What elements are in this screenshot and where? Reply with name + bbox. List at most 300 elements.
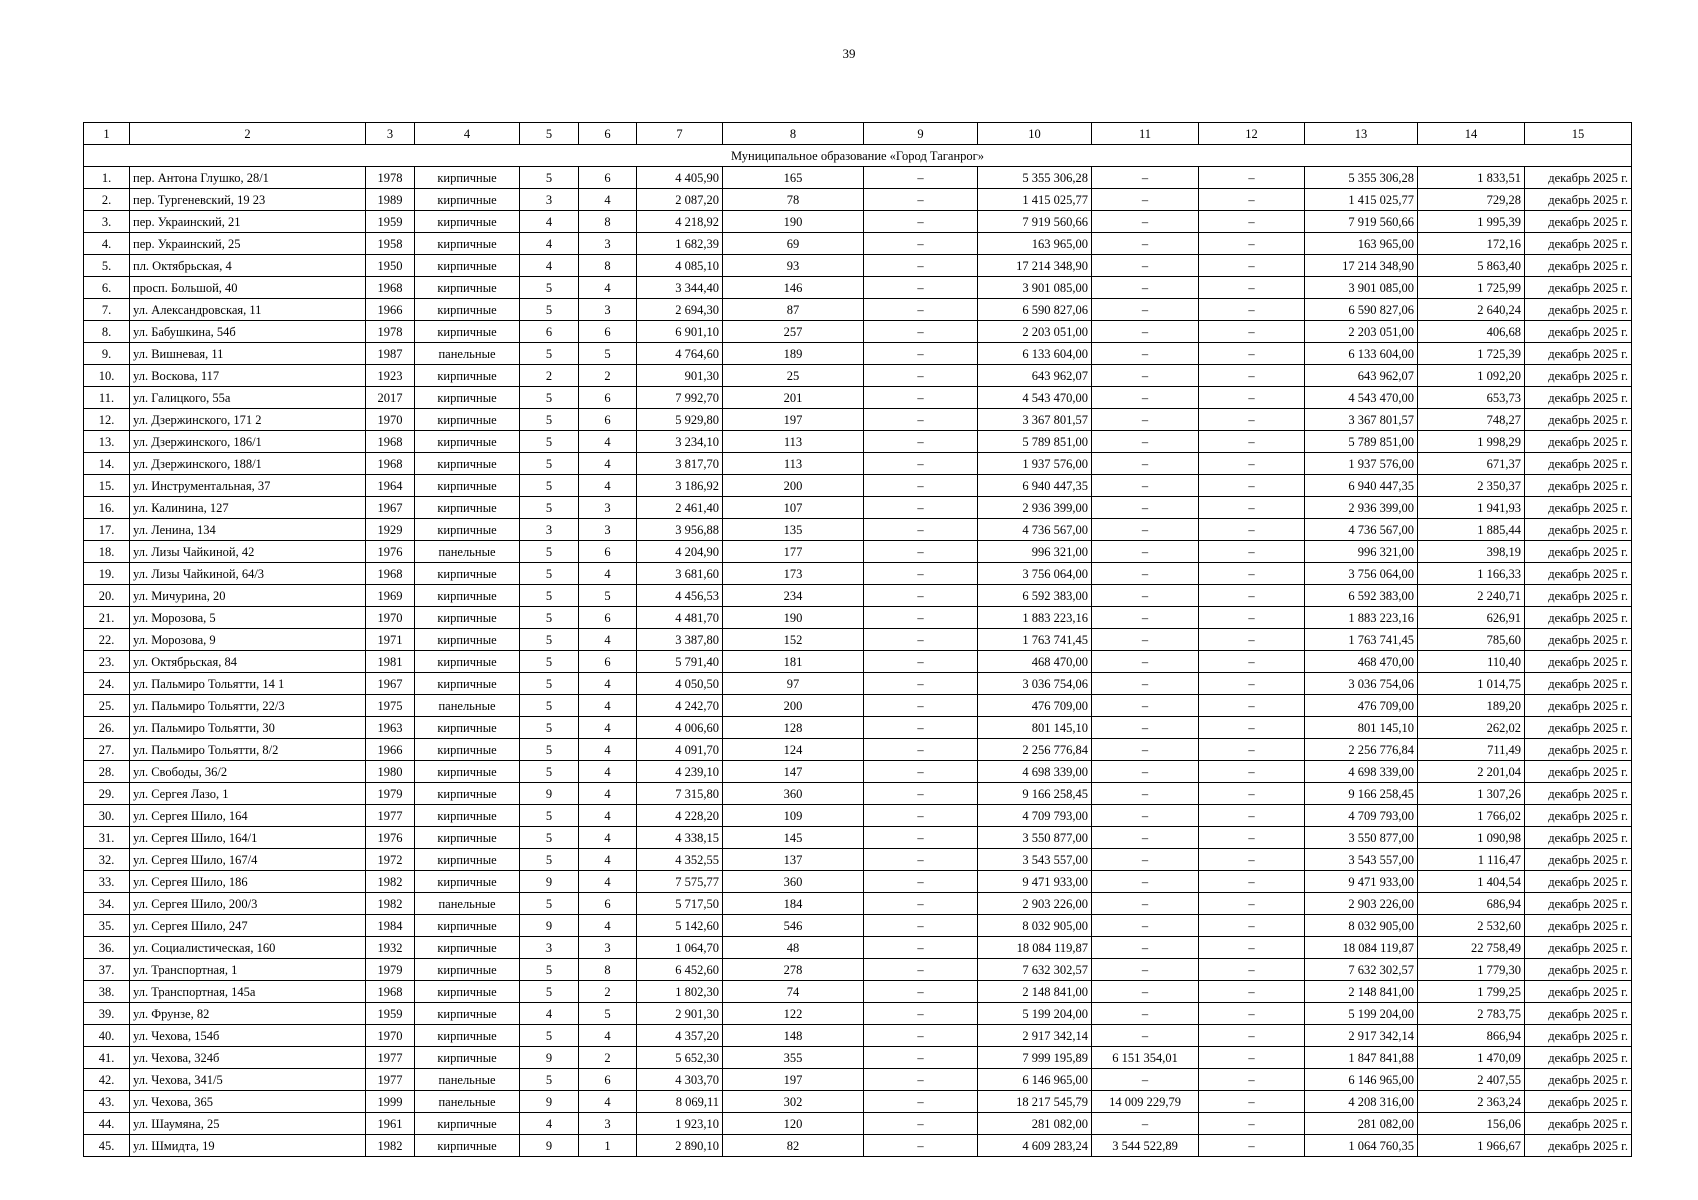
col-9-value: – bbox=[864, 563, 978, 585]
page-number: 39 bbox=[842, 46, 856, 61]
entrances: 4 bbox=[579, 1091, 637, 1113]
area: 4 352,55 bbox=[637, 849, 723, 871]
col-11-value: – bbox=[1092, 1025, 1199, 1047]
col-14-value: 1 966,67 bbox=[1418, 1135, 1525, 1157]
col-14-value: 785,60 bbox=[1418, 629, 1525, 651]
entrances: 4 bbox=[579, 849, 637, 871]
address: ул. Дзержинского, 186/1 bbox=[130, 431, 366, 453]
total-cost: 9 471 933,00 bbox=[978, 871, 1092, 893]
col-11-value: – bbox=[1092, 805, 1199, 827]
col-11-value: – bbox=[1092, 783, 1199, 805]
residents: 124 bbox=[723, 739, 864, 761]
completion-date: декабрь 2025 г. bbox=[1525, 959, 1632, 981]
col-header: 9 bbox=[864, 123, 978, 145]
col-12-value: – bbox=[1199, 981, 1305, 1003]
residents: 190 bbox=[723, 211, 864, 233]
row-number: 16. bbox=[84, 497, 130, 519]
col-9-value: – bbox=[864, 695, 978, 717]
col-12-value: – bbox=[1199, 277, 1305, 299]
completion-date: декабрь 2025 г. bbox=[1525, 937, 1632, 959]
col-13-value: 2 203 051,00 bbox=[1305, 321, 1418, 343]
col-13-value: 8 032 905,00 bbox=[1305, 915, 1418, 937]
col-11-value: – bbox=[1092, 343, 1199, 365]
floors: 5 bbox=[520, 431, 579, 453]
residents: 257 bbox=[723, 321, 864, 343]
year-built: 1970 bbox=[366, 607, 415, 629]
row-number: 21. bbox=[84, 607, 130, 629]
col-13-value: 9 166 258,45 bbox=[1305, 783, 1418, 805]
entrances: 6 bbox=[579, 541, 637, 563]
area: 7 992,70 bbox=[637, 387, 723, 409]
row-number: 4. bbox=[84, 233, 130, 255]
col-14-value: 1 998,29 bbox=[1418, 431, 1525, 453]
wall-material: панельные bbox=[415, 695, 520, 717]
table-row bbox=[84, 849, 1632, 871]
year-built: 1959 bbox=[366, 211, 415, 233]
completion-date: декабрь 2025 г. bbox=[1525, 299, 1632, 321]
row-number: 5. bbox=[84, 255, 130, 277]
floors: 3 bbox=[520, 937, 579, 959]
row-number: 38. bbox=[84, 981, 130, 1003]
col-14-value: 626,91 bbox=[1418, 607, 1525, 629]
col-13-value: 3 756 064,00 bbox=[1305, 563, 1418, 585]
residents: 546 bbox=[723, 915, 864, 937]
completion-date: декабрь 2025 г. bbox=[1525, 1135, 1632, 1157]
completion-date: декабрь 2025 г. bbox=[1525, 563, 1632, 585]
col-12-value: – bbox=[1199, 255, 1305, 277]
completion-date: декабрь 2025 г. bbox=[1525, 321, 1632, 343]
entrances: 4 bbox=[579, 761, 637, 783]
col-11-value: – bbox=[1092, 717, 1199, 739]
residents: 82 bbox=[723, 1135, 864, 1157]
completion-date: декабрь 2025 г. bbox=[1525, 189, 1632, 211]
floors: 9 bbox=[520, 1091, 579, 1113]
col-11-value: – bbox=[1092, 893, 1199, 915]
total-cost: 2 256 776,84 bbox=[978, 739, 1092, 761]
year-built: 1982 bbox=[366, 871, 415, 893]
col-11-value: – bbox=[1092, 871, 1199, 893]
total-cost: 2 917 342,14 bbox=[978, 1025, 1092, 1047]
col-12-value: – bbox=[1199, 321, 1305, 343]
col-12-value: – bbox=[1199, 453, 1305, 475]
table-row bbox=[84, 805, 1632, 827]
floors: 5 bbox=[520, 475, 579, 497]
floors: 9 bbox=[520, 1135, 579, 1157]
wall-material: кирпичные bbox=[415, 959, 520, 981]
year-built: 1959 bbox=[366, 1003, 415, 1025]
year-built: 1978 bbox=[366, 321, 415, 343]
col-14-value: 110,40 bbox=[1418, 651, 1525, 673]
col-9-value: – bbox=[864, 255, 978, 277]
completion-date: декабрь 2025 г. bbox=[1525, 365, 1632, 387]
floors: 6 bbox=[520, 321, 579, 343]
entrances: 4 bbox=[579, 189, 637, 211]
completion-date: декабрь 2025 г. bbox=[1525, 409, 1632, 431]
wall-material: кирпичные bbox=[415, 211, 520, 233]
table-row bbox=[84, 233, 1632, 255]
row-number: 10. bbox=[84, 365, 130, 387]
entrances: 6 bbox=[579, 321, 637, 343]
year-built: 1970 bbox=[366, 1025, 415, 1047]
wall-material: кирпичные bbox=[415, 167, 520, 189]
row-number: 7. bbox=[84, 299, 130, 321]
address: ул. Октябрьская, 84 bbox=[130, 651, 366, 673]
col-13-value: 1 763 741,45 bbox=[1305, 629, 1418, 651]
col-12-value: – bbox=[1199, 519, 1305, 541]
address: ул. Вишневая, 11 bbox=[130, 343, 366, 365]
address: ул. Сергея Лазо, 1 bbox=[130, 783, 366, 805]
address: ул. Чехова, 365 bbox=[130, 1091, 366, 1113]
col-12-value: – bbox=[1199, 541, 1305, 563]
total-cost: 1 883 223,16 bbox=[978, 607, 1092, 629]
total-cost: 18 084 119,87 bbox=[978, 937, 1092, 959]
residents: 135 bbox=[723, 519, 864, 541]
col-13-value: 476 709,00 bbox=[1305, 695, 1418, 717]
address: ул. Ленина, 134 bbox=[130, 519, 366, 541]
col-13-value: 6 146 965,00 bbox=[1305, 1069, 1418, 1091]
col-13-value: 2 917 342,14 bbox=[1305, 1025, 1418, 1047]
area: 5 142,60 bbox=[637, 915, 723, 937]
table-row bbox=[84, 651, 1632, 673]
year-built: 1979 bbox=[366, 959, 415, 981]
area: 4 091,70 bbox=[637, 739, 723, 761]
entrances: 8 bbox=[579, 255, 637, 277]
col-13-value: 17 214 348,90 bbox=[1305, 255, 1418, 277]
address: пер. Антона Глушко, 28/1 bbox=[130, 167, 366, 189]
entrances: 4 bbox=[579, 739, 637, 761]
entrances: 3 bbox=[579, 497, 637, 519]
address: ул. Лизы Чайкиной, 42 bbox=[130, 541, 366, 563]
wall-material: кирпичные bbox=[415, 321, 520, 343]
residents: 93 bbox=[723, 255, 864, 277]
floors: 3 bbox=[520, 519, 579, 541]
table-row bbox=[84, 717, 1632, 739]
total-cost: 468 470,00 bbox=[978, 651, 1092, 673]
year-built: 1968 bbox=[366, 431, 415, 453]
area: 5 652,30 bbox=[637, 1047, 723, 1069]
wall-material: кирпичные bbox=[415, 453, 520, 475]
area: 3 817,70 bbox=[637, 453, 723, 475]
row-number: 11. bbox=[84, 387, 130, 409]
col-14-value: 748,27 bbox=[1418, 409, 1525, 431]
year-built: 1977 bbox=[366, 1047, 415, 1069]
area: 8 069,11 bbox=[637, 1091, 723, 1113]
total-cost: 5 355 306,28 bbox=[978, 167, 1092, 189]
address: ул. Свободы, 36/2 bbox=[130, 761, 366, 783]
col-14-value: 398,19 bbox=[1418, 541, 1525, 563]
floors: 5 bbox=[520, 673, 579, 695]
col-12-value: – bbox=[1199, 387, 1305, 409]
table-row bbox=[84, 541, 1632, 563]
entrances: 4 bbox=[579, 717, 637, 739]
floors: 5 bbox=[520, 629, 579, 651]
floors: 5 bbox=[520, 497, 579, 519]
address: ул. Транспортная, 145а bbox=[130, 981, 366, 1003]
area: 4 204,90 bbox=[637, 541, 723, 563]
total-cost: 996 321,00 bbox=[978, 541, 1092, 563]
row-number: 8. bbox=[84, 321, 130, 343]
address: ул. Чехова, 324б bbox=[130, 1047, 366, 1069]
year-built: 1970 bbox=[366, 409, 415, 431]
area: 5 791,40 bbox=[637, 651, 723, 673]
col-11-value: – bbox=[1092, 1069, 1199, 1091]
floors: 5 bbox=[520, 387, 579, 409]
area: 3 186,92 bbox=[637, 475, 723, 497]
wall-material: кирпичные bbox=[415, 607, 520, 629]
col-14-value: 1 092,20 bbox=[1418, 365, 1525, 387]
address: пер. Тургеневский, 19 23 bbox=[130, 189, 366, 211]
floors: 5 bbox=[520, 1069, 579, 1091]
completion-date: декабрь 2025 г. bbox=[1525, 1047, 1632, 1069]
col-13-value: 281 082,00 bbox=[1305, 1113, 1418, 1135]
year-built: 1999 bbox=[366, 1091, 415, 1113]
row-number: 29. bbox=[84, 783, 130, 805]
col-header: 14 bbox=[1418, 123, 1525, 145]
col-13-value: 5 789 851,00 bbox=[1305, 431, 1418, 453]
col-11-value: – bbox=[1092, 915, 1199, 937]
floors: 5 bbox=[520, 717, 579, 739]
residents: 177 bbox=[723, 541, 864, 563]
col-9-value: – bbox=[864, 343, 978, 365]
total-cost: 5 789 851,00 bbox=[978, 431, 1092, 453]
row-number: 22. bbox=[84, 629, 130, 651]
area: 3 234,10 bbox=[637, 431, 723, 453]
table-row bbox=[84, 871, 1632, 893]
col-9-value: – bbox=[864, 387, 978, 409]
floors: 5 bbox=[520, 585, 579, 607]
residents: 165 bbox=[723, 167, 864, 189]
address: ул. Шаумяна, 25 bbox=[130, 1113, 366, 1135]
entrances: 6 bbox=[579, 167, 637, 189]
entrances: 5 bbox=[579, 1003, 637, 1025]
col-12-value: – bbox=[1199, 189, 1305, 211]
col-11-value: – bbox=[1092, 365, 1199, 387]
table-row bbox=[84, 563, 1632, 585]
row-number: 42. bbox=[84, 1069, 130, 1091]
completion-date: декабрь 2025 г. bbox=[1525, 915, 1632, 937]
col-9-value: – bbox=[864, 233, 978, 255]
area: 4 085,10 bbox=[637, 255, 723, 277]
col-12-value: – bbox=[1199, 475, 1305, 497]
housing-register-table bbox=[83, 122, 1632, 1157]
residents: 278 bbox=[723, 959, 864, 981]
year-built: 1950 bbox=[366, 255, 415, 277]
col-header: 12 bbox=[1199, 123, 1305, 145]
residents: 78 bbox=[723, 189, 864, 211]
wall-material: кирпичные bbox=[415, 255, 520, 277]
col-14-value: 2 201,04 bbox=[1418, 761, 1525, 783]
row-number: 6. bbox=[84, 277, 130, 299]
col-12-value: – bbox=[1199, 167, 1305, 189]
wall-material: кирпичные bbox=[415, 299, 520, 321]
col-14-value: 189,20 bbox=[1418, 695, 1525, 717]
col-13-value: 5 199 204,00 bbox=[1305, 1003, 1418, 1025]
col-9-value: – bbox=[864, 541, 978, 563]
col-12-value: – bbox=[1199, 1069, 1305, 1091]
col-13-value: 3 036 754,06 bbox=[1305, 673, 1418, 695]
entrances: 6 bbox=[579, 409, 637, 431]
residents: 113 bbox=[723, 431, 864, 453]
wall-material: кирпичные bbox=[415, 563, 520, 585]
area: 4 239,10 bbox=[637, 761, 723, 783]
col-11-value: – bbox=[1092, 937, 1199, 959]
address: ул. Воскова, 117 bbox=[130, 365, 366, 387]
row-number: 28. bbox=[84, 761, 130, 783]
col-14-value: 1 725,39 bbox=[1418, 343, 1525, 365]
year-built: 1989 bbox=[366, 189, 415, 211]
residents: 137 bbox=[723, 849, 864, 871]
address: ул. Лизы Чайкиной, 64/3 bbox=[130, 563, 366, 585]
col-9-value: – bbox=[864, 1113, 978, 1135]
col-header: 3 bbox=[366, 123, 415, 145]
address: пер. Украинский, 25 bbox=[130, 233, 366, 255]
col-13-value: 2 256 776,84 bbox=[1305, 739, 1418, 761]
year-built: 1978 bbox=[366, 167, 415, 189]
col-11-value: – bbox=[1092, 959, 1199, 981]
entrances: 4 bbox=[579, 431, 637, 453]
total-cost: 1 763 741,45 bbox=[978, 629, 1092, 651]
total-cost: 3 367 801,57 bbox=[978, 409, 1092, 431]
residents: 97 bbox=[723, 673, 864, 695]
address: ул. Сергея Шило, 164/1 bbox=[130, 827, 366, 849]
col-13-value: 2 148 841,00 bbox=[1305, 981, 1418, 1003]
total-cost: 801 145,10 bbox=[978, 717, 1092, 739]
col-9-value: – bbox=[864, 805, 978, 827]
year-built: 1963 bbox=[366, 717, 415, 739]
row-number: 13. bbox=[84, 431, 130, 453]
wall-material: кирпичные bbox=[415, 1113, 520, 1135]
completion-date: декабрь 2025 г. bbox=[1525, 387, 1632, 409]
total-cost: 4 698 339,00 bbox=[978, 761, 1092, 783]
table-row bbox=[84, 937, 1632, 959]
row-number: 9. bbox=[84, 343, 130, 365]
floors: 5 bbox=[520, 563, 579, 585]
area: 4 242,70 bbox=[637, 695, 723, 717]
row-number: 44. bbox=[84, 1113, 130, 1135]
col-11-value: – bbox=[1092, 299, 1199, 321]
col-13-value: 4 709 793,00 bbox=[1305, 805, 1418, 827]
address: ул. Морозова, 9 bbox=[130, 629, 366, 651]
col-12-value: – bbox=[1199, 673, 1305, 695]
col-11-value: – bbox=[1092, 761, 1199, 783]
row-number: 15. bbox=[84, 475, 130, 497]
total-cost: 3 543 557,00 bbox=[978, 849, 1092, 871]
total-cost: 4 736 567,00 bbox=[978, 519, 1092, 541]
total-cost: 7 999 195,89 bbox=[978, 1047, 1092, 1069]
col-9-value: – bbox=[864, 959, 978, 981]
row-number: 18. bbox=[84, 541, 130, 563]
col-12-value: – bbox=[1199, 629, 1305, 651]
address: ул. Шмидта, 19 bbox=[130, 1135, 366, 1157]
col-9-value: – bbox=[864, 299, 978, 321]
completion-date: декабрь 2025 г. bbox=[1525, 717, 1632, 739]
wall-material: кирпичные bbox=[415, 937, 520, 959]
area: 4 228,20 bbox=[637, 805, 723, 827]
residents: 173 bbox=[723, 563, 864, 585]
wall-material: кирпичные bbox=[415, 431, 520, 453]
table-row bbox=[84, 915, 1632, 937]
col-12-value: – bbox=[1199, 1047, 1305, 1069]
table-row bbox=[84, 1113, 1632, 1135]
area: 4 357,20 bbox=[637, 1025, 723, 1047]
total-cost: 2 903 226,00 bbox=[978, 893, 1092, 915]
floors: 5 bbox=[520, 453, 579, 475]
col-9-value: – bbox=[864, 189, 978, 211]
col-9-value: – bbox=[864, 827, 978, 849]
year-built: 1975 bbox=[366, 695, 415, 717]
row-number: 2. bbox=[84, 189, 130, 211]
col-14-value: 1 885,44 bbox=[1418, 519, 1525, 541]
col-13-value: 9 471 933,00 bbox=[1305, 871, 1418, 893]
entrances: 6 bbox=[579, 387, 637, 409]
area: 2 461,40 bbox=[637, 497, 723, 519]
entrances: 2 bbox=[579, 365, 637, 387]
table-row bbox=[84, 519, 1632, 541]
residents: 200 bbox=[723, 695, 864, 717]
row-number: 26. bbox=[84, 717, 130, 739]
col-14-value: 686,94 bbox=[1418, 893, 1525, 915]
area: 4 050,50 bbox=[637, 673, 723, 695]
table-row bbox=[84, 1135, 1632, 1157]
floors: 5 bbox=[520, 893, 579, 915]
row-number: 20. bbox=[84, 585, 130, 607]
total-cost: 1 937 576,00 bbox=[978, 453, 1092, 475]
table-row bbox=[84, 607, 1632, 629]
residents: 146 bbox=[723, 277, 864, 299]
completion-date: декабрь 2025 г. bbox=[1525, 1069, 1632, 1091]
year-built: 1968 bbox=[366, 981, 415, 1003]
floors: 9 bbox=[520, 915, 579, 937]
row-number: 33. bbox=[84, 871, 130, 893]
col-11-value: – bbox=[1092, 233, 1199, 255]
floors: 3 bbox=[520, 189, 579, 211]
entrances: 4 bbox=[579, 1025, 637, 1047]
col-9-value: – bbox=[864, 1025, 978, 1047]
residents: 122 bbox=[723, 1003, 864, 1025]
col-13-value: 801 145,10 bbox=[1305, 717, 1418, 739]
col-13-value: 3 543 557,00 bbox=[1305, 849, 1418, 871]
residents: 197 bbox=[723, 409, 864, 431]
entrances: 3 bbox=[579, 299, 637, 321]
residents: 302 bbox=[723, 1091, 864, 1113]
residents: 184 bbox=[723, 893, 864, 915]
col-9-value: – bbox=[864, 1069, 978, 1091]
col-12-value: – bbox=[1199, 783, 1305, 805]
col-14-value: 1 470,09 bbox=[1418, 1047, 1525, 1069]
col-14-value: 1 307,26 bbox=[1418, 783, 1525, 805]
wall-material: панельные bbox=[415, 1091, 520, 1113]
col-14-value: 172,16 bbox=[1418, 233, 1525, 255]
col-13-value: 2 936 399,00 bbox=[1305, 497, 1418, 519]
entrances: 4 bbox=[579, 277, 637, 299]
floors: 5 bbox=[520, 981, 579, 1003]
col-13-value: 4 208 316,00 bbox=[1305, 1091, 1418, 1113]
year-built: 1966 bbox=[366, 739, 415, 761]
wall-material: кирпичные bbox=[415, 981, 520, 1003]
entrances: 5 bbox=[579, 585, 637, 607]
area: 901,30 bbox=[637, 365, 723, 387]
col-12-value: – bbox=[1199, 1135, 1305, 1157]
row-number: 37. bbox=[84, 959, 130, 981]
completion-date: декабрь 2025 г. bbox=[1525, 431, 1632, 453]
col-14-value: 1 116,47 bbox=[1418, 849, 1525, 871]
wall-material: кирпичные bbox=[415, 717, 520, 739]
col-14-value: 2 532,60 bbox=[1418, 915, 1525, 937]
col-11-value: – bbox=[1092, 211, 1199, 233]
entrances: 2 bbox=[579, 1047, 637, 1069]
address: пер. Украинский, 21 bbox=[130, 211, 366, 233]
wall-material: кирпичные bbox=[415, 497, 520, 519]
